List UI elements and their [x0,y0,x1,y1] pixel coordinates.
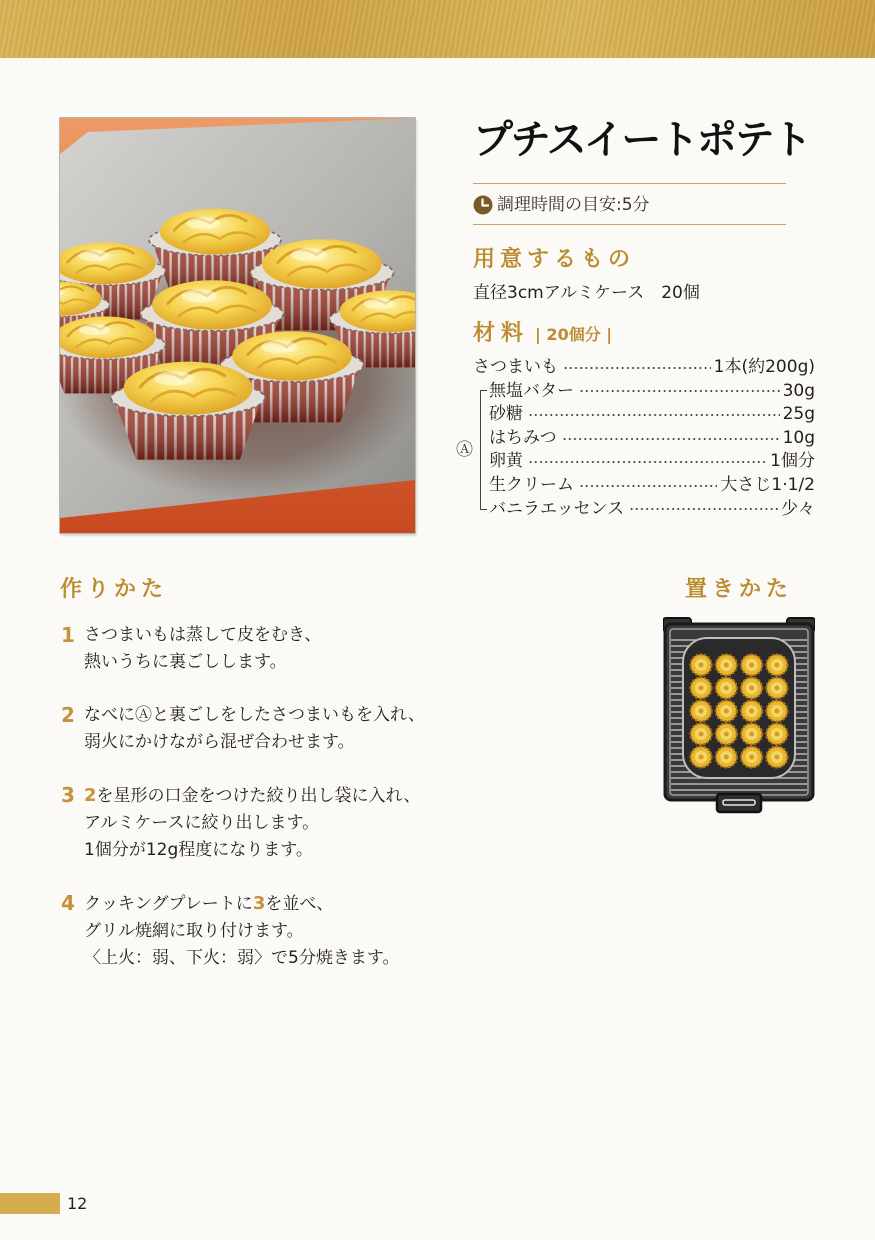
step-number: 1 [61,623,75,647]
plate-item [741,655,762,676]
plate-item [716,678,737,699]
ingredient-row [473,380,815,404]
step-1 [60,622,480,676]
ingredient-row [473,474,815,498]
method-steps [60,622,480,998]
ingredient-row [473,498,815,522]
prep-item: 直径3cmアルミケース 20個 [473,283,700,303]
plate-item [716,701,737,722]
method-heading: 作りかた [60,577,169,602]
ingredient-row [473,450,815,474]
leader-dots [562,434,780,444]
plate-item [741,701,762,722]
ingredient-name: 生クリーム [489,474,574,495]
step-text: なべにⒶと裏ごしをしたさつまいもを入れ、 [84,705,426,725]
ingredient-amount: 25g [782,404,815,425]
prep-heading: 用意するもの [473,247,636,272]
step-text: 弱火にかけながら混ぜ合わせます。 [84,732,355,752]
bracket-icon [480,390,487,510]
step-text [84,782,480,810]
plate-item [766,701,787,722]
cook-time-text: 調理時間の目安:5分 [497,195,650,215]
plate-item [741,678,762,699]
plate-item [691,678,712,699]
step-number: 4 [61,891,75,915]
step-text: 1個分が12g程度になります。 [84,840,313,860]
step-reference: 2 [84,785,97,806]
step-text: さつまいもは蒸して皮をむき、 [84,625,322,645]
step-text-part: を星形の口金をつけた絞り出し袋に入れ、 [96,786,421,806]
step-2 [60,702,480,756]
ingredient-name: 砂糖 [489,404,523,425]
ingredient-name: さつまいも [473,357,558,377]
ingredient-amount: 1本(約200g) [713,357,815,377]
ingredient-amount: 少々 [781,498,815,519]
leader-dots [579,386,780,396]
page-number-bar [0,1193,60,1214]
recipe-title: プチスイートポテト [473,117,810,163]
step-number: 3 [61,783,75,807]
ingredient-name: バニラエッセンス [489,498,625,519]
step-3 [60,782,480,864]
plate-item [691,655,712,676]
cook-time [473,195,650,215]
plate-item [691,724,712,745]
ingredient-amount: 大さじ1·1/2 [720,474,815,495]
step-text-part: を並べ、 [265,894,334,914]
plate-item [741,724,762,745]
plate-item [741,747,762,768]
step-text: アルミケースに絞り出します。 [84,813,320,833]
recipe-photo [60,118,415,533]
ingredient-name: はちみつ [489,427,557,448]
plate-item [716,747,737,768]
page-number: 12 [67,1194,88,1213]
ingredient-list [473,356,815,521]
step-4 [60,890,480,972]
divider [473,183,786,184]
divider [473,224,786,225]
leader-dots [629,504,778,514]
plate-item [766,655,787,676]
ingredient-row [473,403,815,427]
leader-dots [579,481,717,491]
leader-dots [563,363,711,373]
sweet-potato-cup [111,362,265,460]
step-text [84,890,480,918]
ingredient-amount: 10g [782,427,815,448]
clock-icon [473,195,493,215]
step-number: 2 [61,703,75,727]
plate-item [716,655,737,676]
step-text: グリル焼網に取り付けます。 [84,921,304,941]
ingredient-name: 無塩バター [489,380,574,401]
cooking-plate-diagram [663,616,815,816]
ingredient-amount: 1個分 [770,451,815,472]
ingredient-row [473,427,815,451]
step-text: 〈上火：弱、下火：弱〉で5分焼きます。 [84,948,400,968]
placement-heading: 置きかた [685,577,794,602]
photo-illustration [60,118,415,533]
ingredients-heading [473,321,612,348]
plate-item [691,747,712,768]
group-mark: Ⓐ [456,440,473,460]
ingredients-heading-label: 材料 [473,321,530,346]
plate-item [766,678,787,699]
ingredient-row [473,356,815,380]
leader-dots [528,410,780,420]
ingredient-name: 卵黄 [489,451,523,472]
plate-item [716,724,737,745]
header-band [0,0,875,58]
step-text: 熱いうちに裏ごしします。 [84,652,287,672]
plate-item [766,747,787,768]
step-reference: 3 [252,893,266,914]
leader-dots [528,457,767,467]
ingredient-amount: 30g [782,380,815,401]
plate-item [691,701,712,722]
servings: | 20個分 | [535,325,613,344]
step-text-part: クッキングプレートに [84,894,253,914]
plate-item [766,724,787,745]
